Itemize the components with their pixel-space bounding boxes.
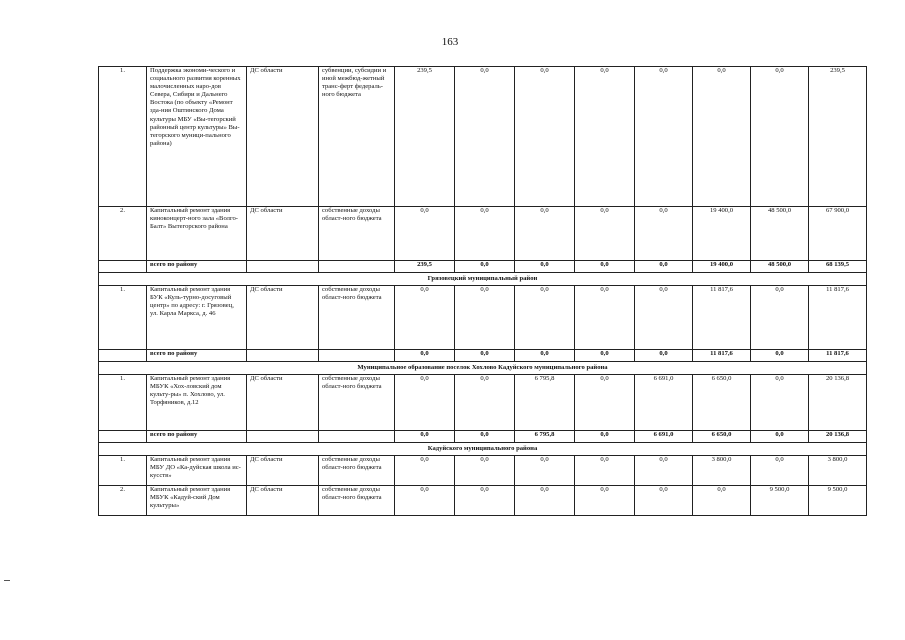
empty-cell	[247, 350, 319, 362]
total-amount-cell: 0,0	[515, 350, 575, 362]
amount-cell: 3 800,0	[809, 456, 867, 486]
amount-cell: 9 500,0	[809, 486, 867, 516]
amount-cell: 67 900,0	[809, 207, 867, 261]
total-amount-cell: 19 400,0	[693, 261, 751, 273]
total-amount-cell: 48 500,0	[751, 261, 809, 273]
row-number: 2.	[99, 207, 147, 261]
total-amount-cell: 68 139,5	[809, 261, 867, 273]
amount-cell: 20 136,8	[809, 375, 867, 431]
funding-source: собственные доходы област-ного бюджета	[319, 375, 395, 431]
page-number: 163	[441, 36, 459, 48]
table-row	[99, 486, 867, 516]
amount-cell: 0,0	[455, 375, 515, 431]
total-row	[99, 431, 867, 443]
amount-cell: 6 650,0	[693, 375, 751, 431]
empty-cell	[99, 350, 147, 362]
table-row	[99, 375, 867, 431]
total-amount-cell: 0,0	[395, 431, 455, 443]
amount-cell: 0,0	[575, 456, 635, 486]
amount-cell: 0,0	[455, 207, 515, 261]
funding-source: собственные доходы област-ного бюджета	[319, 456, 395, 486]
empty-cell	[319, 261, 395, 273]
total-amount-cell: 0,0	[635, 261, 693, 273]
funding-source: собственные доходы област-ного бюджета	[319, 486, 395, 516]
total-amount-cell: 11 817,6	[809, 350, 867, 362]
amount-cell: 0,0	[635, 207, 693, 261]
total-amount-cell: 0,0	[455, 261, 515, 273]
customer: ДС области	[247, 67, 319, 207]
amount-cell: 0,0	[635, 486, 693, 516]
total-amount-cell: 0,0	[515, 261, 575, 273]
amount-cell: 0,0	[395, 286, 455, 350]
amount-cell: 0,0	[515, 67, 575, 207]
amount-cell: 0,0	[575, 486, 635, 516]
amount-cell: 0,0	[751, 286, 809, 350]
amount-cell: 11 817,6	[809, 286, 867, 350]
amount-cell: 0,0	[515, 286, 575, 350]
amount-cell: 0,0	[395, 375, 455, 431]
total-label: всего по району	[147, 350, 247, 362]
amount-cell: 0,0	[751, 67, 809, 207]
amount-cell: 0,0	[395, 207, 455, 261]
empty-cell	[319, 431, 395, 443]
amount-cell: 0,0	[635, 456, 693, 486]
amount-cell: 0,0	[455, 67, 515, 207]
amount-cell: 0,0	[693, 67, 751, 207]
section-title: Грязовецкий муниципальный район	[99, 273, 867, 286]
row-number: 1.	[99, 456, 147, 486]
amount-cell: 3 800,0	[693, 456, 751, 486]
total-amount-cell: 6 691,0	[635, 431, 693, 443]
row-number: 1.	[99, 375, 147, 431]
empty-cell	[319, 350, 395, 362]
empty-cell	[247, 261, 319, 273]
amount-cell: 0,0	[635, 67, 693, 207]
amount-cell: 0,0	[751, 375, 809, 431]
table-row	[99, 286, 867, 350]
amount-cell: 0,0	[751, 456, 809, 486]
amount-cell: 0,0	[575, 207, 635, 261]
empty-cell	[99, 261, 147, 273]
amount-cell: 0,0	[575, 286, 635, 350]
scan-margin-mark	[4, 580, 10, 581]
total-amount-cell: 11 817,6	[693, 350, 751, 362]
amount-cell: 0,0	[455, 486, 515, 516]
amount-cell: 6 795,8	[515, 375, 575, 431]
funding-source: субвенции, субсидии и иной межбюд-жетный транс-ферт федераль-ного бюджета	[319, 67, 395, 207]
section-header-row	[99, 273, 867, 286]
amount-cell: 0,0	[455, 456, 515, 486]
amount-cell: 11 817,6	[693, 286, 751, 350]
customer: ДС области	[247, 286, 319, 350]
table-row	[99, 456, 867, 486]
total-amount-cell: 0,0	[751, 350, 809, 362]
amount-cell: 0,0	[455, 286, 515, 350]
total-amount-cell: 0,0	[455, 431, 515, 443]
amount-cell: 0,0	[515, 456, 575, 486]
amount-cell: 48 500,0	[751, 207, 809, 261]
object-name: Капитальный ремонт здания МБУ ДО «Ка-дуйская школа ис-кусств»	[147, 456, 247, 486]
amount-cell: 6 691,0	[635, 375, 693, 431]
total-amount-cell: 6 650,0	[693, 431, 751, 443]
total-amount-cell: 0,0	[395, 350, 455, 362]
object-name: Капитальный ремонт здания БУК «Куль-турно-досуговый центр» по адресу: г. Грязовец, ул. Карла Маркса, д. 46	[147, 286, 247, 350]
section-title: Муниципальное образование поселок Хохлово Кадуйского муниципального района	[99, 362, 867, 375]
total-row	[99, 261, 867, 273]
amount-cell: 0,0	[635, 286, 693, 350]
amount-cell: 9 500,0	[751, 486, 809, 516]
amount-cell: 239,5	[809, 67, 867, 207]
table-row	[99, 67, 867, 207]
empty-cell	[247, 431, 319, 443]
total-amount-cell: 0,0	[455, 350, 515, 362]
amount-cell: 239,5	[395, 67, 455, 207]
amount-cell: 19 400,0	[693, 207, 751, 261]
amount-cell: 0,0	[395, 456, 455, 486]
amount-cell: 0,0	[395, 486, 455, 516]
section-header-row	[99, 443, 867, 456]
total-amount-cell: 0,0	[575, 350, 635, 362]
customer: ДС области	[247, 486, 319, 516]
total-amount-cell: 0,0	[751, 431, 809, 443]
amount-cell: 0,0	[515, 486, 575, 516]
total-amount-cell: 239,5	[395, 261, 455, 273]
total-amount-cell: 6 795,8	[515, 431, 575, 443]
amount-cell: 0,0	[515, 207, 575, 261]
total-label: всего по району	[147, 431, 247, 443]
total-amount-cell: 0,0	[575, 261, 635, 273]
customer: ДС области	[247, 207, 319, 261]
object-name: Поддержка экономи-ческого и социального развития коренных малочисленных наро-дов Севера, Сибири и Дальнего Востока (по объекту «Ремонт зда-ния Оштинского Дома культуры МБУ «Вы-тегорский районный центр культуры» Вы-тегорского муници-пального района)	[147, 67, 247, 207]
empty-cell	[99, 431, 147, 443]
object-name: Капитальный ремонт здания МБУК «Кадуй-ский Дом культуры»	[147, 486, 247, 516]
total-amount-cell: 0,0	[635, 350, 693, 362]
object-name: Капитальный ремонт здания МБУК «Хох-ловский дом культу-ры» п. Хохлово, ул. Торфяников, д.12	[147, 375, 247, 431]
total-label: всего по району	[147, 261, 247, 273]
total-amount-cell: 0,0	[575, 431, 635, 443]
table-row	[99, 207, 867, 261]
section-title: Кадуйского муниципального района	[99, 443, 867, 456]
amount-cell: 0,0	[693, 486, 751, 516]
row-number: 2.	[99, 486, 147, 516]
customer: ДС области	[247, 375, 319, 431]
customer: ДС области	[247, 456, 319, 486]
funding-source: собственные доходы област-ного бюджета	[319, 207, 395, 261]
row-number: 1.	[99, 67, 147, 207]
row-number: 1.	[99, 286, 147, 350]
section-header-row	[99, 362, 867, 375]
amount-cell: 0,0	[575, 375, 635, 431]
total-amount-cell: 20 136,8	[809, 431, 867, 443]
amount-cell: 0,0	[575, 67, 635, 207]
object-name: Капитальный ремонт здания киноконцерт-ного зала «Волго-Балт» Вытегорского района	[147, 207, 247, 261]
funding-source: собственные доходы област-ного бюджета	[319, 286, 395, 350]
total-row	[99, 350, 867, 362]
budget-table	[98, 66, 867, 516]
